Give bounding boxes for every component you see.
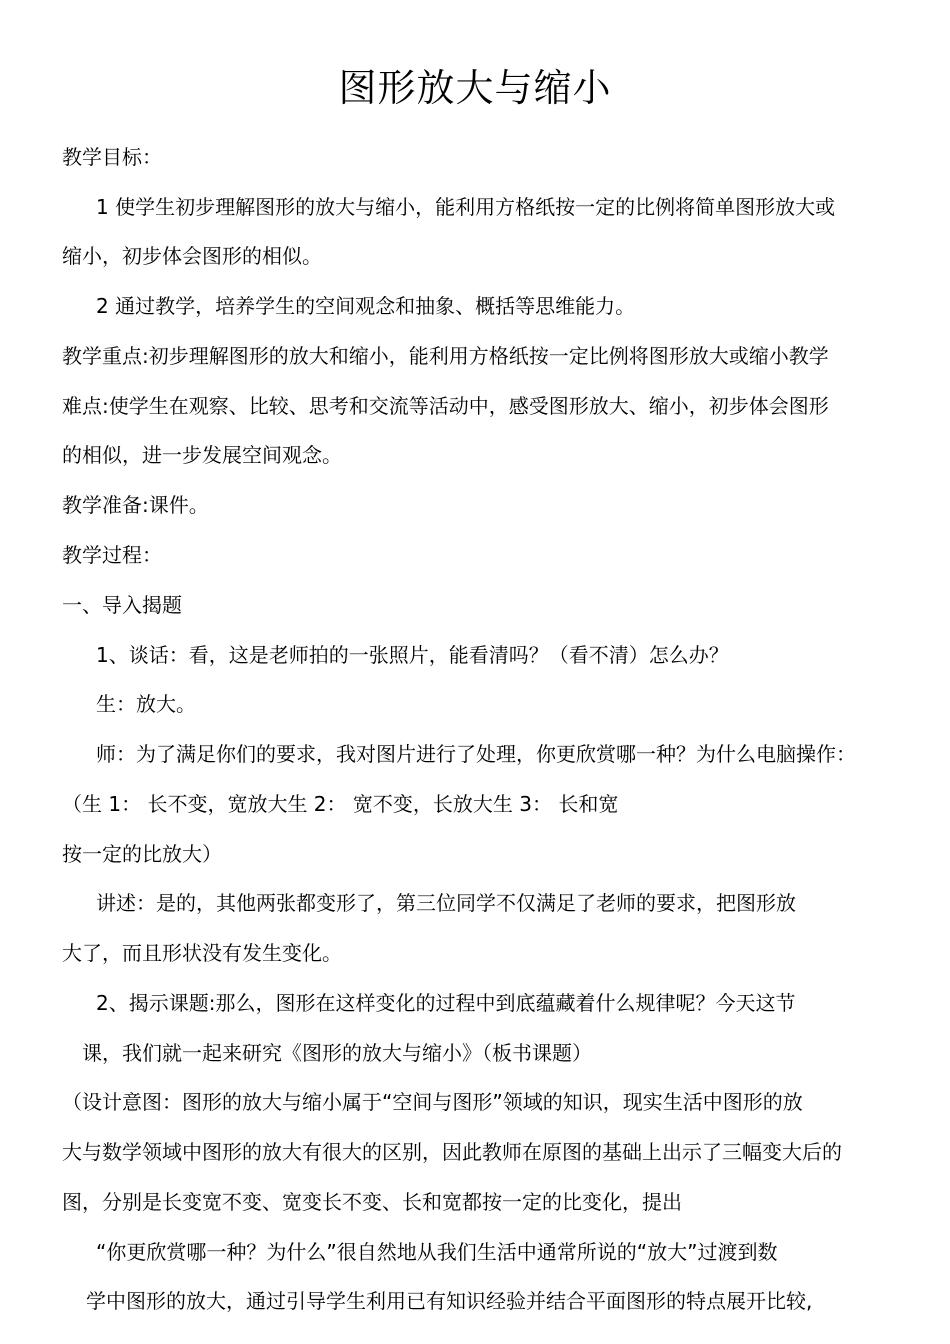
design-intent-line-1: （设计意图：图形的放大与缩小属于“空间与图形”领域的知识，现实生活中图形的放	[62, 1090, 803, 1114]
key-points-line-1: 教学重点:初步理解图形的放大和缩小，能利用方格纸按一定比例将图形放大或缩小教学	[62, 344, 829, 368]
heading-teaching-goals: 教学目标：	[62, 145, 162, 169]
design-intent-line-3: 图，分别是长变宽不变、宽变长不变、长和宽都按一定的比变化，提出	[62, 1190, 682, 1214]
narration-line-2: 大了，而且形状没有发生变化。	[62, 941, 342, 965]
goal-1-line-2: 缩小，初步体会图形的相似。	[62, 244, 322, 268]
key-points-line-2: 难点:使学生在观察、比较、思考和交流等活动中，感受图形放大、缩小，初步体会图形	[62, 394, 829, 418]
student-answer: 生：放大。	[96, 692, 196, 716]
design-intent-line-4: “你更欣赏哪一种？为什么”很自然地从我们生活中通常所说的“放大”过渡到数	[96, 1240, 778, 1264]
document-title: 图形放大与缩小	[338, 66, 612, 110]
step-2-line-1: 2、揭示课题:那么，图形在这样变化的过程中到底蕴藏着什么规律呢？今天这节	[96, 991, 796, 1015]
heading-teaching-process: 教学过程：	[62, 543, 162, 567]
teacher-line: 师：为了满足你们的要求，我对图片进行了处理，你更欣赏哪一种？为什么电脑操作：	[96, 742, 856, 766]
goal-1-line-1: 1 使学生初步理解图形的放大与缩小，能利用方格纸按一定的比例将简单图形放大或	[96, 195, 836, 219]
design-intent-line-2: 大与数学领域中图形的放大有很大的区别，因此教师在原图的基础上出示了三幅变大后的	[62, 1140, 842, 1164]
students-responses-cont: 按一定的比放大）	[62, 842, 222, 866]
step-1-conversation: 1、谈话：看，这是老师拍的一张照片，能看清吗？（看不清）怎么办？	[96, 643, 729, 667]
step-2-line-2: 课，我们就一起来研究《图形的放大与缩小》（板书课题）	[82, 1041, 592, 1065]
section-1-heading: 一、导入揭题	[62, 593, 182, 617]
key-points-line-3: 的相似，进一步发展空间观念。	[62, 443, 342, 467]
narration-line-1: 讲述：是的，其他两张都变形了，第三位同学不仅满足了老师的要求，把图形放	[96, 891, 796, 915]
design-intent-line-5: 学中图形的放大，通过引导学生利用已有知识经验并结合平面图形的特点展开比较,	[86, 1289, 813, 1313]
students-responses: （生 1： 长不变，宽放大生 2： 宽不变，长放大生 3： 长和宽	[62, 792, 619, 816]
goal-2: 2 通过教学，培养学生的空间观念和抽象、概括等思维能力。	[96, 294, 636, 318]
teaching-preparation: 教学准备:课件。	[62, 493, 209, 517]
